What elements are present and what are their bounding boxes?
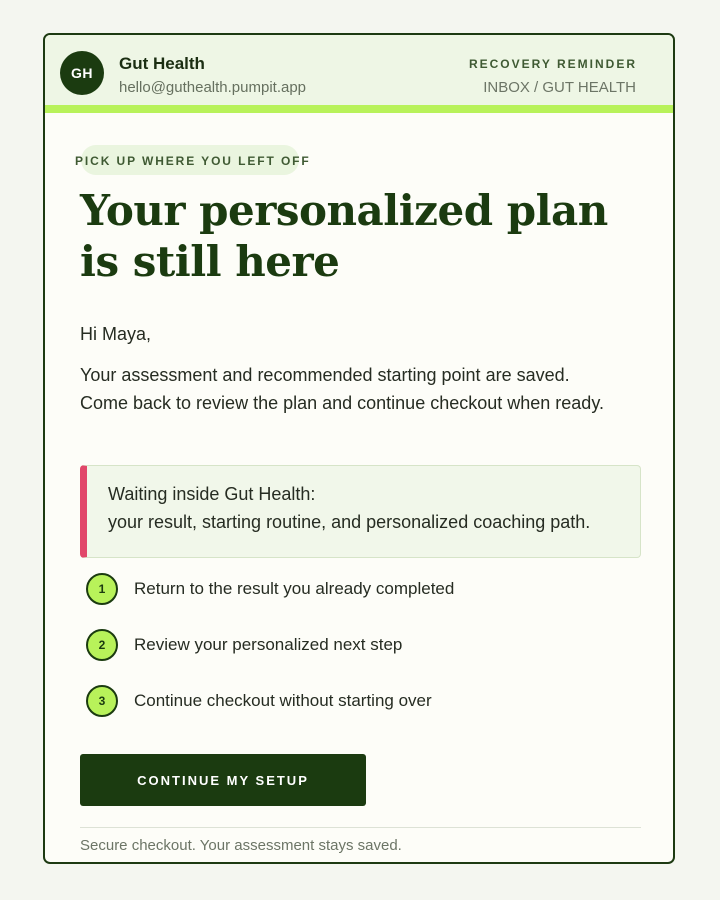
eyebrow-label: PICK UP WHERE YOU LEFT OFF xyxy=(75,154,311,168)
step-number-badge: 3 xyxy=(86,685,118,717)
step-label: Review your personalized next step xyxy=(134,635,403,654)
divider xyxy=(80,827,641,828)
callout-detail: your result, starting routine, and personalized coaching path. xyxy=(108,512,591,532)
step-number-badge: 2 xyxy=(86,629,118,661)
step-label: Continue checkout without starting over xyxy=(134,691,432,710)
body-text xyxy=(80,361,660,417)
body-line-1: Your assessment and recommended starting point are saved. xyxy=(80,365,570,385)
step-number-badge: 1 xyxy=(86,573,118,605)
sender-email: hello@guthealth.pumpit.app xyxy=(119,79,307,96)
sender-name: Gut Health xyxy=(119,54,205,73)
email-label: RECOVERY REMINDER xyxy=(468,57,637,71)
step-label: Return to the result you already completed xyxy=(134,579,455,598)
headline: Your personalized plan is still here xyxy=(80,186,608,286)
email-header xyxy=(45,35,673,113)
continue-setup-button[interactable]: CONTINUE MY SETUP xyxy=(80,754,366,806)
body-line-2: Come back to review the plan and continue checkout when ready. xyxy=(80,393,604,413)
greeting: Hi Maya, xyxy=(80,324,152,344)
footnote: Secure checkout. Your assessment stays saved. xyxy=(80,837,402,854)
folder-path: INBOX / GUT HEALTH xyxy=(483,79,636,96)
avatar: GH xyxy=(60,51,104,95)
callout-box xyxy=(80,465,641,558)
email-card xyxy=(43,33,675,864)
callout-title: Waiting inside Gut Health: xyxy=(108,484,316,504)
